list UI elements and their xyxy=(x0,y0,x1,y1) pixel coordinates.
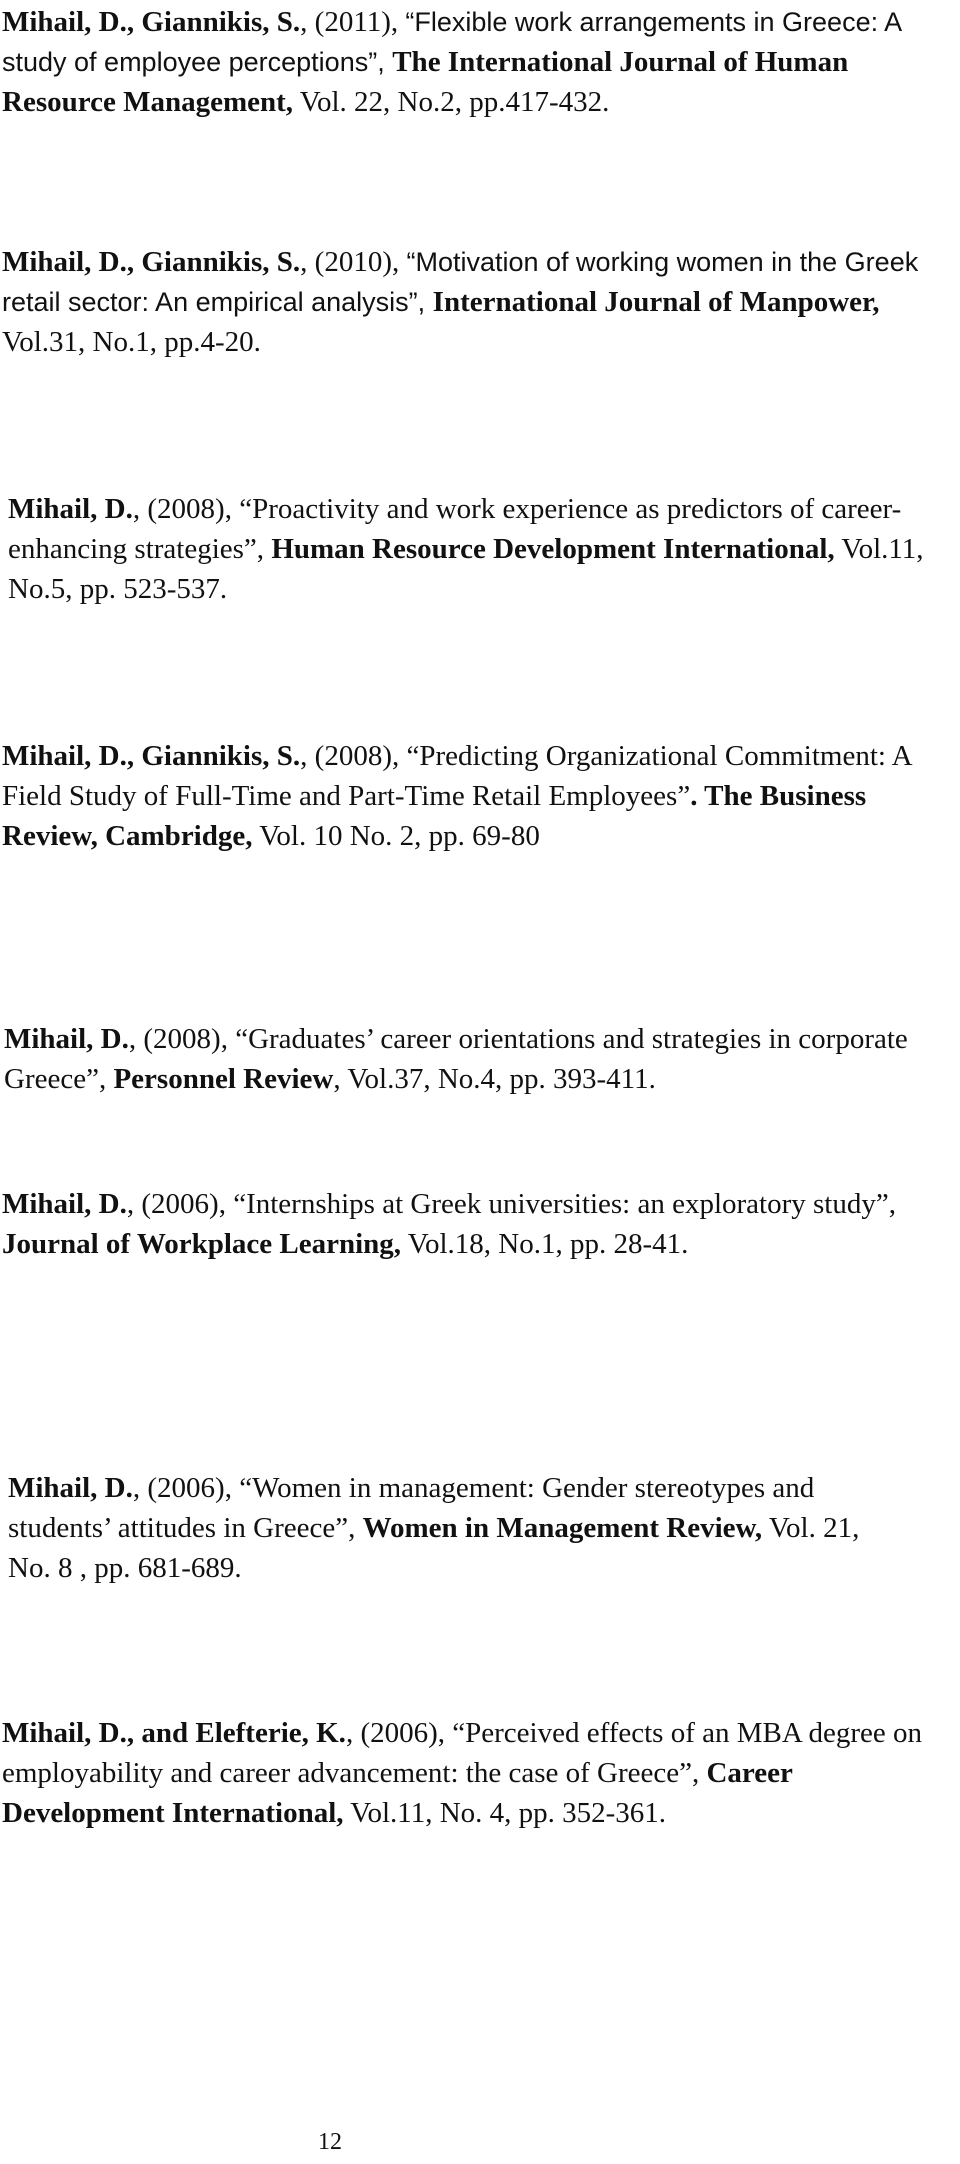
reference-authors: Mihail, D., Giannikis, S. xyxy=(2,740,301,772)
reference-details: Vol. 22, No.2, pp.417-432. xyxy=(293,86,610,118)
reference-authors: Mihail, D., and Elefterie, K. xyxy=(2,1717,346,1749)
reference-title: “Graduates’ career orientations and strategies in corporate Greece”, xyxy=(4,1023,908,1095)
reference-details: Vol. 10 No. 2, pp. 69-80 xyxy=(252,820,540,852)
reference-entry xyxy=(2,736,957,856)
reference-journal: The International Journal of Human Resource Management, xyxy=(2,46,849,118)
reference-title: “Predicting Organizational Commitment: A Field Study of Full-Time and Part-Time Retail Employees” xyxy=(2,740,911,812)
reference-journal: Women in Management Review, xyxy=(362,1512,763,1544)
reference-journal: . The Business Review, Cambridge, xyxy=(2,780,867,852)
reference-details: Vol. 21, No. 8 , pp. 681-689. xyxy=(8,1512,860,1584)
reference-entry xyxy=(8,489,958,609)
reference-title: “Flexible work arrangements in Greece: A study of employee perceptions”, xyxy=(2,7,901,77)
reference-year: , (2008), xyxy=(132,493,240,525)
reference-year: , (2011), xyxy=(300,6,406,38)
reference-title: “Women in management: Gender stereotypes and students’ attitudes in Greece”, xyxy=(8,1472,815,1544)
reference-entry xyxy=(2,1184,952,1264)
reference-entry xyxy=(2,2,957,122)
reference-details: Vol.11, No.5, pp. 523-537. xyxy=(8,533,924,605)
reference-year: , (2008), xyxy=(128,1023,236,1055)
reference-entry xyxy=(8,1468,908,1588)
reference-authors: Mihail, D. xyxy=(4,1023,129,1055)
reference-year: , (2006), xyxy=(132,1472,240,1504)
reference-details: Vol.18, No.1, pp. 28-41. xyxy=(401,1228,689,1260)
reference-year: , (2008), xyxy=(300,740,407,772)
reference-journal: International Journal of Manpower, xyxy=(432,286,880,318)
reference-title: “Perceived effects of an MBA degree on employability and career advancement: the case of Greece”, xyxy=(2,1717,922,1789)
reference-entry xyxy=(2,1713,957,1833)
reference-year: , (2006), xyxy=(345,1717,453,1749)
page-number: 12 xyxy=(318,2129,342,2155)
reference-authors: Mihail, D. xyxy=(8,493,133,525)
reference-authors: Mihail, D., Giannikis, S. xyxy=(2,6,301,38)
reference-authors: Mihail, D. xyxy=(2,1188,127,1220)
reference-details: Vol.31, No.1, pp.4-20. xyxy=(2,326,261,358)
reference-title: “Proactivity and work experience as predictors of career-enhancing strategies”, xyxy=(8,493,902,565)
reference-title: “Internships at Greek universities: an exploratory study”, xyxy=(233,1188,896,1220)
reference-title: “Motivation of working women in the Greek retail sector: An empirical analysis”, xyxy=(2,247,919,317)
reference-details: , Vol.37, No.4, pp. 393-411. xyxy=(333,1063,656,1095)
reference-journal: Human Resource Development International, xyxy=(271,533,835,565)
reference-journal: Journal of Workplace Learning, xyxy=(2,1228,402,1260)
reference-authors: Mihail, D., Giannikis, S. xyxy=(2,246,301,278)
reference-journal: Personnel Review xyxy=(113,1063,334,1095)
reference-year: , (2010), xyxy=(300,246,407,278)
reference-journal: Career Development International, xyxy=(2,1757,793,1829)
reference-entry xyxy=(2,242,952,362)
reference-entry xyxy=(4,1019,944,1099)
reference-year: , (2006), xyxy=(126,1188,234,1220)
reference-details: Vol.11, No. 4, pp. 352-361. xyxy=(343,1797,667,1829)
reference-authors: Mihail, D. xyxy=(8,1472,133,1504)
